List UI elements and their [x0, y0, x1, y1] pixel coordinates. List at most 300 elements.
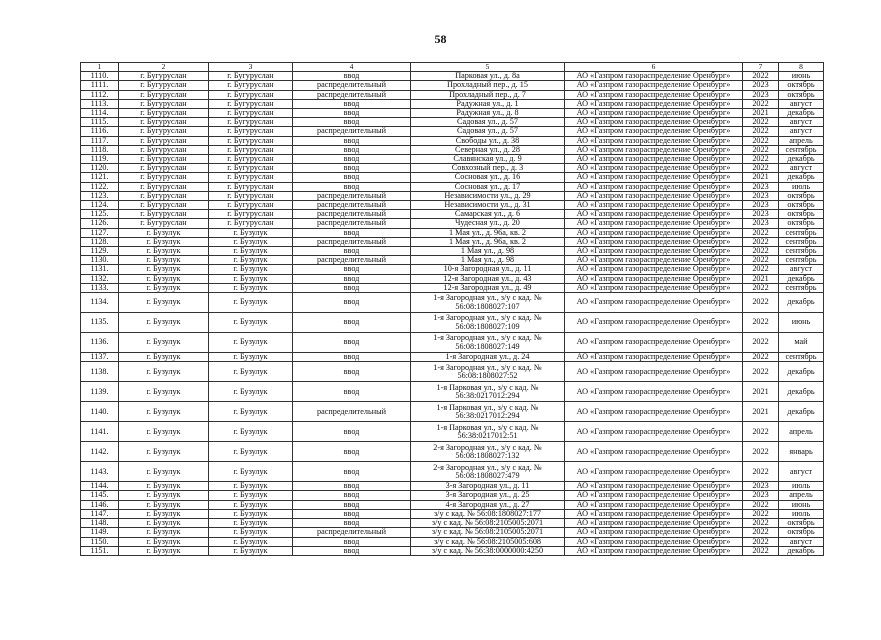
city-cell: г. Бугуруслан — [119, 145, 209, 154]
address-cell: Самарская ул., д. 6 — [411, 210, 565, 219]
district-cell: г. Бугуруслан — [209, 118, 293, 127]
month-cell: декабрь — [779, 402, 824, 422]
month-cell: октябрь — [779, 210, 824, 219]
city-cell: г. Бугуруслан — [119, 118, 209, 127]
year-cell: 2022 — [743, 118, 779, 127]
month-cell: август — [779, 164, 824, 173]
district-cell: г. Бузулук — [209, 500, 293, 509]
year-cell: 2022 — [743, 313, 779, 333]
row-number: 1145. — [81, 491, 119, 500]
pipeline-type-cell: ввод — [293, 145, 411, 154]
table-row — [81, 537, 824, 546]
gas-connection-table — [80, 62, 824, 556]
month-cell: июнь — [779, 313, 824, 333]
address-cell: 1 Мая ул., д. 96а, кв. 2 — [411, 237, 565, 246]
pipeline-type-cell: ввод — [293, 462, 411, 482]
pipeline-type-cell: ввод — [293, 228, 411, 237]
table-row — [81, 164, 824, 173]
organization-cell: АО «Газпром газораспределение Оренбург» — [565, 81, 743, 90]
row-number: 1141. — [81, 422, 119, 442]
row-number: 1137. — [81, 353, 119, 362]
city-cell: г. Бузулук — [119, 293, 209, 313]
month-cell: декабрь — [779, 274, 824, 283]
year-cell: 2022 — [743, 164, 779, 173]
row-number: 1127. — [81, 228, 119, 237]
organization-cell: АО «Газпром газораспределение Оренбург» — [565, 247, 743, 256]
year-cell: 2022 — [743, 265, 779, 274]
organization-cell: АО «Газпром газораспределение Оренбург» — [565, 382, 743, 402]
column-number: 8 — [779, 63, 824, 72]
year-cell: 2022 — [743, 537, 779, 546]
address-cell: 1-я Загородная ул., з/у с кад. № 56:08:1808027:107 — [411, 293, 565, 313]
organization-cell: АО «Газпром газораспределение Оренбург» — [565, 99, 743, 108]
pipeline-type-cell: ввод — [293, 362, 411, 382]
pipeline-type-cell: распределительный — [293, 127, 411, 136]
column-number: 1 — [81, 63, 119, 72]
table-row — [81, 237, 824, 246]
address-cell: з/у с кад. № 56:08:2105005:608 — [411, 537, 565, 546]
row-number: 1123. — [81, 191, 119, 200]
address-cell: 4-я Загородная ул., д. 27 — [411, 500, 565, 509]
month-cell: декабрь — [779, 173, 824, 182]
city-cell: г. Бугуруслан — [119, 210, 209, 219]
address-cell: Прохладный пер., д. 7 — [411, 90, 565, 99]
organization-cell: АО «Газпром газораспределение Оренбург» — [565, 265, 743, 274]
row-number: 1111. — [81, 81, 119, 90]
address-cell: 2-я Загородная ул., з/у с кад. № 56:08:1808027:132 — [411, 442, 565, 462]
row-number: 1116. — [81, 127, 119, 136]
year-cell: 2023 — [743, 491, 779, 500]
month-cell: декабрь — [779, 546, 824, 555]
month-cell: июль — [779, 482, 824, 491]
city-cell: г. Бузулук — [119, 313, 209, 333]
table-row — [81, 173, 824, 182]
table-row — [81, 491, 824, 500]
year-cell: 2022 — [743, 293, 779, 313]
city-cell: г. Бузулук — [119, 422, 209, 442]
row-number: 1113. — [81, 99, 119, 108]
table-row — [81, 72, 824, 81]
address-cell: Сосновая ул., д. 16 — [411, 173, 565, 182]
pipeline-type-cell: ввод — [293, 155, 411, 164]
organization-cell: АО «Газпром газораспределение Оренбург» — [565, 72, 743, 81]
month-cell: октябрь — [779, 201, 824, 210]
city-cell: г. Бузулук — [119, 256, 209, 265]
city-cell: г. Бузулук — [119, 442, 209, 462]
organization-cell: АО «Газпром газораспределение Оренбург» — [565, 210, 743, 219]
year-cell: 2022 — [743, 99, 779, 108]
table-row — [81, 145, 824, 154]
address-cell: Совхозный пер., д. 3 — [411, 164, 565, 173]
organization-cell: АО «Газпром газораспределение Оренбург» — [565, 362, 743, 382]
city-cell: г. Бугуруслан — [119, 90, 209, 99]
row-number: 1134. — [81, 293, 119, 313]
city-cell: г. Бугуруслан — [119, 109, 209, 118]
row-number: 1130. — [81, 256, 119, 265]
address-cell: з/у с кад. № 56:08:2105005:2071 — [411, 519, 565, 528]
organization-cell: АО «Газпром газораспределение Оренбург» — [565, 145, 743, 154]
organization-cell: АО «Газпром газораспределение Оренбург» — [565, 519, 743, 528]
city-cell: г. Бузулук — [119, 353, 209, 362]
table-row — [81, 127, 824, 136]
table-row — [81, 155, 824, 164]
pipeline-type-cell: ввод — [293, 537, 411, 546]
district-cell: г. Бугуруслан — [209, 182, 293, 191]
month-cell: август — [779, 118, 824, 127]
month-cell: июль — [779, 182, 824, 191]
district-cell: г. Бугуруслан — [209, 90, 293, 99]
table-row — [81, 247, 824, 256]
city-cell: г. Бузулук — [119, 500, 209, 509]
organization-cell: АО «Газпром газораспределение Оренбург» — [565, 537, 743, 546]
table-row — [81, 274, 824, 283]
year-cell: 2023 — [743, 191, 779, 200]
year-cell: 2023 — [743, 210, 779, 219]
table-row — [81, 528, 824, 537]
table-row — [81, 293, 824, 313]
year-cell: 2023 — [743, 482, 779, 491]
year-cell: 2022 — [743, 145, 779, 154]
table-row — [81, 362, 824, 382]
city-cell: г. Бугуруслан — [119, 182, 209, 191]
district-cell: г. Бузулук — [209, 442, 293, 462]
address-cell: Радужная ул., д. 8 — [411, 109, 565, 118]
pipeline-type-cell: ввод — [293, 519, 411, 528]
month-cell: май — [779, 333, 824, 353]
table-row — [81, 256, 824, 265]
district-cell: г. Бугуруслан — [209, 72, 293, 81]
city-cell: г. Бузулук — [119, 283, 209, 292]
row-number: 1124. — [81, 201, 119, 210]
column-number: 3 — [209, 63, 293, 72]
month-cell: сентябрь — [779, 256, 824, 265]
city-cell: г. Бузулук — [119, 333, 209, 353]
address-cell: Северная ул., д. 28 — [411, 145, 565, 154]
table-row — [81, 422, 824, 442]
row-number: 1140. — [81, 402, 119, 422]
pipeline-type-cell: ввод — [293, 313, 411, 333]
month-cell: апрель — [779, 491, 824, 500]
month-cell: октябрь — [779, 519, 824, 528]
district-cell: г. Бузулук — [209, 528, 293, 537]
year-cell: 2021 — [743, 382, 779, 402]
month-cell: декабрь — [779, 155, 824, 164]
district-cell: г. Бузулук — [209, 537, 293, 546]
month-cell: сентябрь — [779, 353, 824, 362]
city-cell: г. Бузулук — [119, 519, 209, 528]
city-cell: г. Бугуруслан — [119, 136, 209, 145]
year-cell: 2022 — [743, 546, 779, 555]
row-number: 1126. — [81, 219, 119, 228]
city-cell: г. Бузулук — [119, 482, 209, 491]
district-cell: г. Бузулук — [209, 519, 293, 528]
month-cell: декабрь — [779, 293, 824, 313]
pipeline-type-cell: ввод — [293, 265, 411, 274]
district-cell: г. Бугуруслан — [209, 219, 293, 228]
table-row — [81, 283, 824, 292]
address-cell: Парковая ул., д. 8а — [411, 72, 565, 81]
address-cell: 1-я Парковая ул., з/у с кад. № 56:38:0217012:294 — [411, 382, 565, 402]
row-number: 1139. — [81, 382, 119, 402]
organization-cell: АО «Газпром газораспределение Оренбург» — [565, 237, 743, 246]
year-cell: 2022 — [743, 528, 779, 537]
organization-cell: АО «Газпром газораспределение Оренбург» — [565, 182, 743, 191]
pipeline-type-cell: распределительный — [293, 219, 411, 228]
column-number: 6 — [565, 63, 743, 72]
pipeline-type-cell: ввод — [293, 509, 411, 518]
year-cell: 2022 — [743, 283, 779, 292]
district-cell: г. Бузулук — [209, 313, 293, 333]
month-cell: август — [779, 265, 824, 274]
organization-cell: АО «Газпром газораспределение Оренбург» — [565, 482, 743, 491]
year-cell: 2022 — [743, 362, 779, 382]
pipeline-type-cell: ввод — [293, 72, 411, 81]
district-cell: г. Бугуруслан — [209, 136, 293, 145]
city-cell: г. Бузулук — [119, 237, 209, 246]
row-number: 1114. — [81, 109, 119, 118]
table-row — [81, 210, 824, 219]
district-cell: г. Бузулук — [209, 283, 293, 292]
row-number: 1115. — [81, 118, 119, 127]
month-cell: сентябрь — [779, 237, 824, 246]
address-cell: 1 Мая ул., д. 98 — [411, 256, 565, 265]
month-cell: октябрь — [779, 81, 824, 90]
month-cell: июнь — [779, 72, 824, 81]
row-number: 1125. — [81, 210, 119, 219]
district-cell: г. Бугуруслан — [209, 127, 293, 136]
table-row — [81, 442, 824, 462]
district-cell: г. Бузулук — [209, 546, 293, 555]
organization-cell: АО «Газпром газораспределение Оренбург» — [565, 155, 743, 164]
table-row — [81, 228, 824, 237]
row-number: 1146. — [81, 500, 119, 509]
city-cell: г. Бугуруслан — [119, 155, 209, 164]
address-cell: 1-я Загородная ул., з/у с кад. № 56:08:1808027:149 — [411, 333, 565, 353]
row-number: 1118. — [81, 145, 119, 154]
district-cell: г. Бугуруслан — [209, 81, 293, 90]
organization-cell: АО «Газпром газораспределение Оренбург» — [565, 90, 743, 99]
district-cell: г. Бугуруслан — [209, 109, 293, 118]
pipeline-type-cell: ввод — [293, 247, 411, 256]
year-cell: 2023 — [743, 219, 779, 228]
pipeline-type-cell: распределительный — [293, 528, 411, 537]
pipeline-type-cell: ввод — [293, 274, 411, 283]
year-cell: 2022 — [743, 155, 779, 164]
organization-cell: АО «Газпром газораспределение Оренбург» — [565, 127, 743, 136]
city-cell: г. Бугуруслан — [119, 191, 209, 200]
district-cell: г. Бугуруслан — [209, 201, 293, 210]
city-cell: г. Бузулук — [119, 362, 209, 382]
pipeline-type-cell: ввод — [293, 500, 411, 509]
district-cell: г. Бугуруслан — [209, 99, 293, 108]
row-number: 1132. — [81, 274, 119, 283]
district-cell: г. Бугуруслан — [209, 210, 293, 219]
district-cell: г. Бузулук — [209, 362, 293, 382]
month-cell: октябрь — [779, 90, 824, 99]
year-cell: 2022 — [743, 247, 779, 256]
city-cell: г. Бугуруслан — [119, 219, 209, 228]
column-number: 5 — [411, 63, 565, 72]
address-cell: Независимости ул., д. 31 — [411, 201, 565, 210]
district-cell: г. Бузулук — [209, 237, 293, 246]
city-cell: г. Бугуруслан — [119, 164, 209, 173]
row-number: 1144. — [81, 482, 119, 491]
organization-cell: АО «Газпром газораспределение Оренбург» — [565, 118, 743, 127]
city-cell: г. Бузулук — [119, 509, 209, 518]
pipeline-type-cell: ввод — [293, 283, 411, 292]
organization-cell: АО «Газпром газораспределение Оренбург» — [565, 283, 743, 292]
month-cell: сентябрь — [779, 283, 824, 292]
pipeline-type-cell: распределительный — [293, 191, 411, 200]
table-row — [81, 109, 824, 118]
table-row — [81, 182, 824, 191]
pipeline-type-cell: ввод — [293, 482, 411, 491]
year-cell: 2022 — [743, 228, 779, 237]
organization-cell: АО «Газпром газораспределение Оренбург» — [565, 136, 743, 145]
city-cell: г. Бузулук — [119, 382, 209, 402]
table-row — [81, 201, 824, 210]
year-cell: 2023 — [743, 201, 779, 210]
table-row — [81, 191, 824, 200]
year-cell: 2021 — [743, 274, 779, 283]
address-cell: Независимости ул., д. 29 — [411, 191, 565, 200]
organization-cell: АО «Газпром газораспределение Оренбург» — [565, 402, 743, 422]
pipeline-type-cell: ввод — [293, 382, 411, 402]
month-cell: август — [779, 462, 824, 482]
organization-cell: АО «Газпром газораспределение Оренбург» — [565, 164, 743, 173]
address-cell: 2-я Загородная ул., з/у с кад. № 56:08:1808027:479 — [411, 462, 565, 482]
organization-cell: АО «Газпром газораспределение Оренбург» — [565, 462, 743, 482]
organization-cell: АО «Газпром газораспределение Оренбург» — [565, 274, 743, 283]
row-number: 1122. — [81, 182, 119, 191]
pipeline-type-cell: распределительный — [293, 90, 411, 99]
pipeline-type-cell: ввод — [293, 136, 411, 145]
organization-cell: АО «Газпром газораспределение Оренбург» — [565, 353, 743, 362]
pipeline-type-cell: ввод — [293, 164, 411, 173]
organization-cell: АО «Газпром газораспределение Оренбург» — [565, 528, 743, 537]
pipeline-type-cell: распределительный — [293, 256, 411, 265]
table-row — [81, 509, 824, 518]
row-number: 1149. — [81, 528, 119, 537]
organization-cell: АО «Газпром газораспределение Оренбург» — [565, 293, 743, 313]
year-cell: 2023 — [743, 182, 779, 191]
row-number: 1117. — [81, 136, 119, 145]
table-row — [81, 462, 824, 482]
table-row — [81, 313, 824, 333]
year-cell: 2022 — [743, 422, 779, 442]
organization-cell: АО «Газпром газораспределение Оренбург» — [565, 201, 743, 210]
year-cell: 2022 — [743, 519, 779, 528]
organization-cell: АО «Газпром газораспределение Оренбург» — [565, 313, 743, 333]
row-number: 1142. — [81, 442, 119, 462]
address-cell: Свободы ул., д. 38 — [411, 136, 565, 145]
city-cell: г. Бузулук — [119, 247, 209, 256]
district-cell: г. Бузулук — [209, 509, 293, 518]
table-row — [81, 546, 824, 555]
row-number: 1128. — [81, 237, 119, 246]
table-row — [81, 118, 824, 127]
address-cell: 1-я Парковая ул., з/у с кад. № 56:38:0217012:294 — [411, 402, 565, 422]
column-number: 2 — [119, 63, 209, 72]
address-cell: 1 Мая ул., д. 96а, кв. 2 — [411, 228, 565, 237]
year-cell: 2022 — [743, 500, 779, 509]
district-cell: г. Бугуруслан — [209, 164, 293, 173]
pipeline-type-cell: распределительный — [293, 81, 411, 90]
year-cell: 2022 — [743, 256, 779, 265]
address-cell: 3-я Загородная ул., д. 25 — [411, 491, 565, 500]
city-cell: г. Бузулук — [119, 228, 209, 237]
address-cell: Садовая ул., д. 57 — [411, 127, 565, 136]
organization-cell: АО «Газпром газораспределение Оренбург» — [565, 109, 743, 118]
pipeline-type-cell: ввод — [293, 422, 411, 442]
table-row — [81, 382, 824, 402]
city-cell: г. Бузулук — [119, 402, 209, 422]
organization-cell: АО «Газпром газораспределение Оренбург» — [565, 333, 743, 353]
organization-cell: АО «Газпром газораспределение Оренбург» — [565, 422, 743, 442]
organization-cell: АО «Газпром газораспределение Оренбург» — [565, 191, 743, 200]
table-row — [81, 136, 824, 145]
city-cell: г. Бугуруслан — [119, 72, 209, 81]
address-cell: 1-я Загородная ул., д. 24 — [411, 353, 565, 362]
month-cell: август — [779, 537, 824, 546]
city-cell: г. Бузулук — [119, 491, 209, 500]
row-number: 1121. — [81, 173, 119, 182]
pipeline-type-cell: ввод — [293, 118, 411, 127]
address-cell: Славянская ул., д. 9 — [411, 155, 565, 164]
column-number: 7 — [743, 63, 779, 72]
page-number: 58 — [434, 32, 447, 46]
row-number: 1151. — [81, 546, 119, 555]
organization-cell: АО «Газпром газораспределение Оренбург» — [565, 256, 743, 265]
year-cell: 2023 — [743, 90, 779, 99]
pipeline-type-cell: распределительный — [293, 210, 411, 219]
pipeline-type-cell: ввод — [293, 442, 411, 462]
district-cell: г. Бузулук — [209, 491, 293, 500]
row-number: 1147. — [81, 509, 119, 518]
table-row — [81, 265, 824, 274]
address-cell: Прохладный пер., д. 15 — [411, 81, 565, 90]
year-cell: 2023 — [743, 81, 779, 90]
district-cell: г. Бугуруслан — [209, 155, 293, 164]
pipeline-type-cell: распределительный — [293, 402, 411, 422]
row-number: 1129. — [81, 247, 119, 256]
row-number: 1133. — [81, 283, 119, 292]
table-row — [81, 500, 824, 509]
pipeline-type-cell: ввод — [293, 293, 411, 313]
month-cell: декабрь — [779, 382, 824, 402]
pipeline-type-cell: распределительный — [293, 201, 411, 210]
row-number: 1135. — [81, 313, 119, 333]
organization-cell: АО «Газпром газораспределение Оренбург» — [565, 228, 743, 237]
city-cell: г. Бузулук — [119, 528, 209, 537]
pipeline-type-cell: ввод — [293, 491, 411, 500]
month-cell: октябрь — [779, 528, 824, 537]
address-cell: 12-я Загородная ул., д. 49 — [411, 283, 565, 292]
pipeline-type-cell: ввод — [293, 99, 411, 108]
month-cell: сентябрь — [779, 145, 824, 154]
address-cell: з/у с кад. № 56:08:2105005:2071 — [411, 528, 565, 537]
pipeline-type-cell: ввод — [293, 182, 411, 191]
city-cell: г. Бугуруслан — [119, 201, 209, 210]
district-cell: г. Бузулук — [209, 228, 293, 237]
row-number: 1150. — [81, 537, 119, 546]
month-cell: октябрь — [779, 191, 824, 200]
year-cell: 2021 — [743, 109, 779, 118]
city-cell: г. Бугуруслан — [119, 173, 209, 182]
year-cell: 2021 — [743, 173, 779, 182]
row-number: 1110. — [81, 72, 119, 81]
district-cell: г. Бузулук — [209, 293, 293, 313]
